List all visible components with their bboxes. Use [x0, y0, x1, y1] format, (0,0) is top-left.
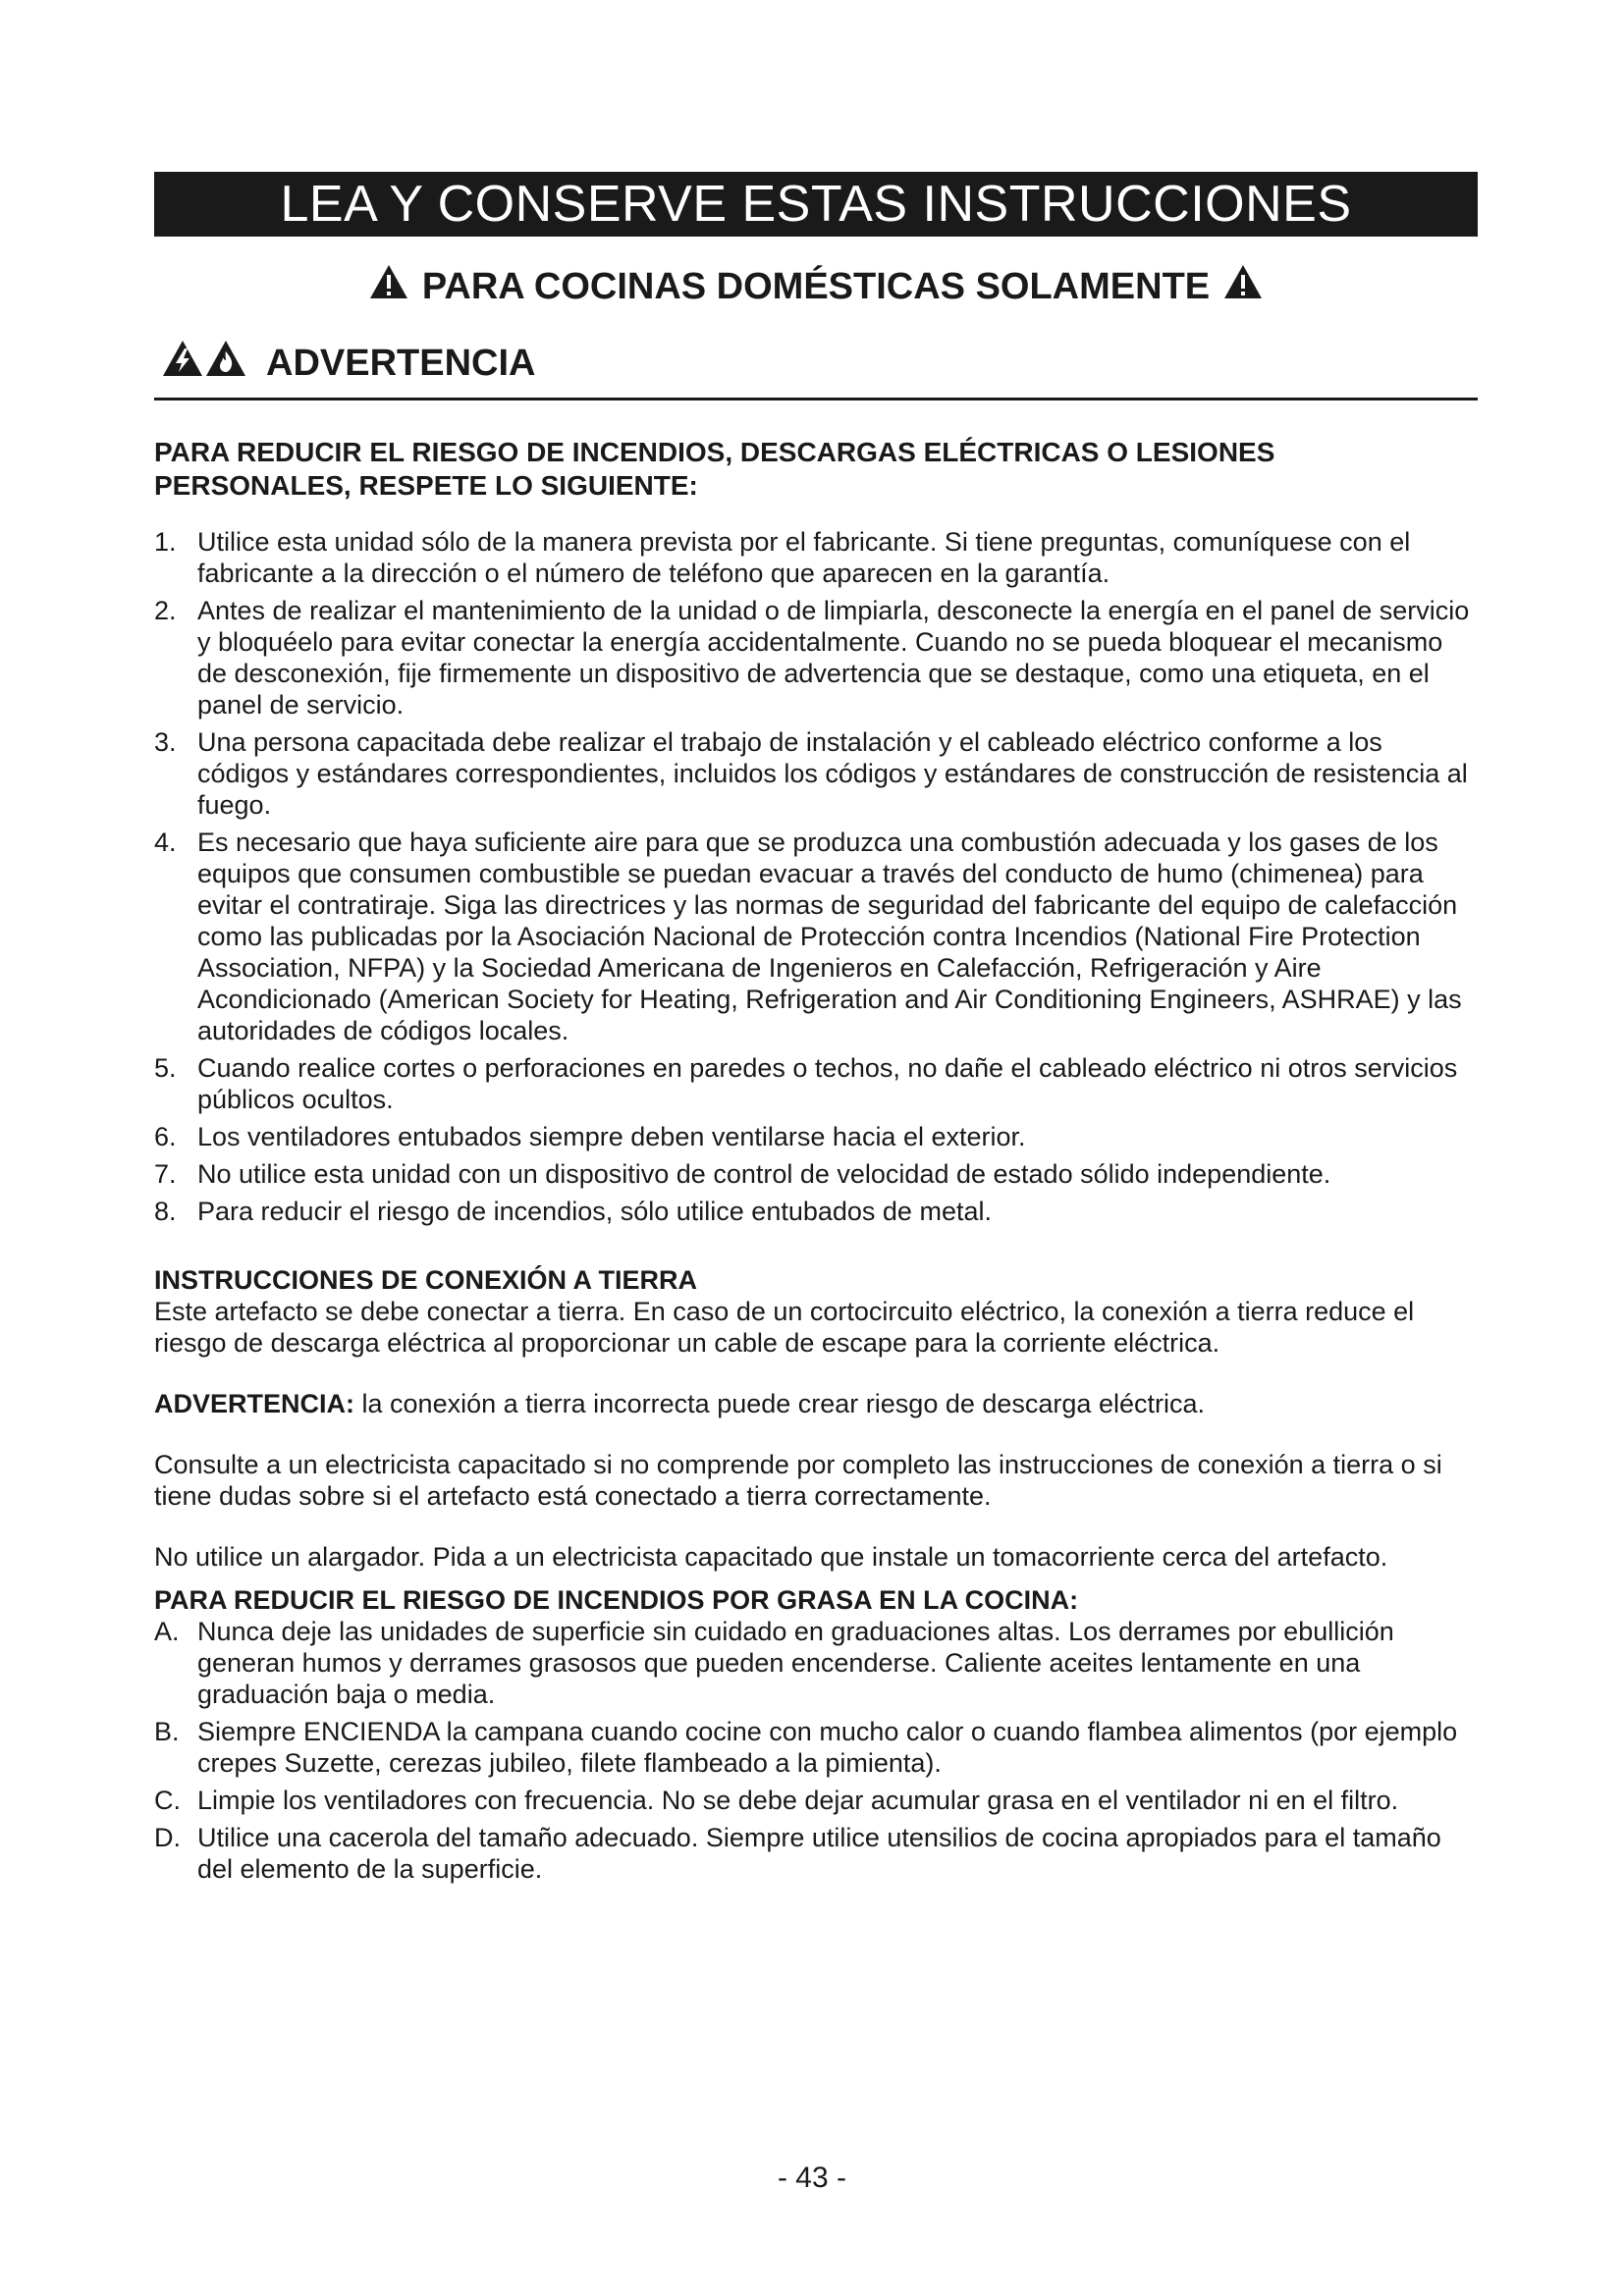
grounding-heading: INSTRUCCIONES DE CONEXIÓN A TIERRA	[154, 1265, 698, 1295]
list-item: 5. Cuando realice cortes o perforaciones en paredes o techos, no dañe el cableado eléctrico ni otros servicios públicos ocultos.	[154, 1053, 1458, 1114]
grounding-warning-text: la conexión a tierra incorrecta puede crear riesgo de descarga eléctrica.	[354, 1389, 1205, 1418]
list-item: 4. Es necesario que haya suficiente aire para que se produzca una combustión adecuada y los gases de los equipos que consumen combustible se puedan evacuar a través del conducto de humo (chimenea) para evitar el contratiraje. Siga las directrices y las normas de seguridad del fabricante del equipo de calefacción como las publicadas por la Asociación Nacional de Protección contra Incendios (National Fire Protection Association, NFPA) y la Sociedad Americana de Ingenieros en Calefacción, Refrigeración y Aire Acondicionado (American Society for Heating, Refrigeration and Air Conditioning Engineers, ASHRAE) y las autoridades de códigos locales.	[154, 828, 1462, 1045]
list-item: 2. Antes de realizar el mantenimiento de la unidad o de limpiarla, desconecte la energía en el panel de servicio y bloquéelo para evitar conectar la energía accidentalmente. Cuando no se pueda bloquear el mecanismo de desconexión, fije firmemente un dispositivo de advertencia que se destaque, como una etiqueta, en el panel de servicio.	[154, 596, 1470, 720]
warning-title	[162, 334, 535, 393]
list-item: 1. Utilice esta unidad sólo de la manera prevista por el fabricante. Si tiene preguntas, comuníquese con el fabricante a la dirección o el número de teléfono que aparecen en la garantía.	[154, 527, 1411, 588]
grounding-warning	[154, 1388, 1478, 1419]
list-item: 6. Los ventiladores entubados siempre deben ventilarse hacia el exterior.	[154, 1122, 1026, 1151]
grease-fire-heading: PARA REDUCIR EL RIESGO DE INCENDIOS POR GRASA EN LA COCINA:	[154, 1585, 1079, 1615]
warning-title-text: ADVERTENCIA	[266, 342, 536, 384]
list-item: B. Siempre ENCIENDA la campana cuando cocine con mucho calor o cuando flambea alimentos (por ejemplo crepes Suzette, cerezas jubileo, filete flambeado a la pimienta).	[154, 1717, 1458, 1778]
grease-fire-list	[154, 1616, 1478, 1885]
document-body	[154, 436, 1478, 1891]
page-number: - 43 -	[777, 2162, 847, 2194]
electric-shock-icon	[162, 340, 205, 387]
list-item: 8. Para reducir el riesgo de incendios, sólo utilice entubados de metal.	[154, 1197, 992, 1226]
consult-paragraph: Consulte a un electricista capacitado si no comprende por completo las instrucciones de conexión a tierra o si tiene dudas sobre si el artefacto está conectado a tierra correctamente.	[154, 1450, 1442, 1511]
subtitle-text: PARA COCINAS DOMÉSTICAS SOLAMENTE	[421, 265, 1211, 307]
list-item: A. Nunca deje las unidades de superficie sin cuidado en graduaciones altas. Los derrames por ebullición generan humos y derrames grasosos que pueden encenderse. Caliente aceites lentamente en una graduación baja o media.	[154, 1617, 1394, 1709]
list-item: C. Limpie los ventiladores con frecuencia. No se debe dejar acumular grasa en el ventilador ni en el filtro.	[154, 1786, 1399, 1815]
fire-icon	[205, 340, 248, 387]
subtitle	[154, 257, 1478, 316]
list-item: 7. No utilice esta unidad con un dispositivo de control de velocidad de estado sólido independiente.	[154, 1159, 1331, 1189]
safety-list	[154, 526, 1478, 1227]
warning-triangle-icon	[1223, 264, 1263, 309]
hazard-icons	[162, 340, 248, 387]
safety-heading: PARA REDUCIR EL RIESGO DE INCENDIOS, DESCARGAS ELÉCTRICAS O LESIONES PERSONALES, RESPETE LO SIGUIENTE:	[154, 437, 1275, 501]
list-item: 3. Una persona capacitada debe realizar el trabajo de instalación y el cableado eléctrico conforme a los códigos y estándares correspondientes, incluidos los códigos y estándares de construcción de resistencia al fuego.	[154, 727, 1468, 820]
extension-paragraph: No utilice un alargador. Pida a un electricista capacitado que instale un tomacorriente cerca del artefacto.	[154, 1542, 1388, 1572]
grounding-warning-label: ADVERTENCIA:	[154, 1389, 355, 1418]
page-banner: LEA Y CONSERVE ESTAS INSTRUCCIONES	[154, 172, 1478, 237]
divider	[154, 398, 1478, 400]
warning-triangle-icon	[369, 264, 408, 309]
list-item: D. Utilice una cacerola del tamaño adecuado. Siempre utilice utensilios de cocina apropiados para el tamaño del elemento de la superficie.	[154, 1823, 1441, 1884]
grounding-paragraph: Este artefacto se debe conectar a tierra. En caso de un cortocircuito eléctrico, la conexión a tierra reduce el riesgo de descarga eléctrica al proporcionar un cable de escape para la corriente eléctrica.	[154, 1297, 1415, 1358]
